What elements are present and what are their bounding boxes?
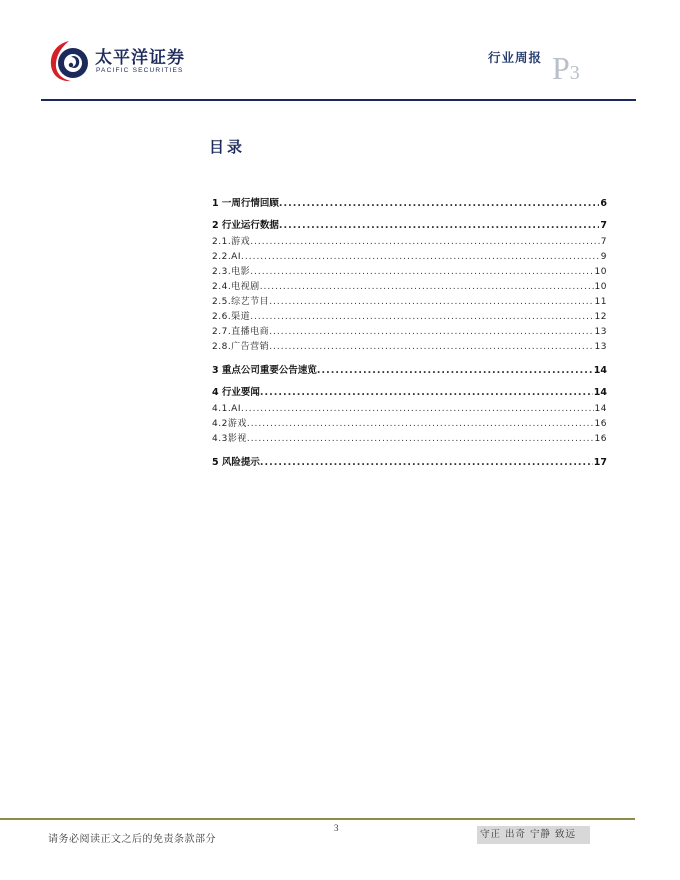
toc-dot-leader [247,432,594,447]
toc-entry-page: 7 [600,220,607,231]
company-name-cn: 太平洋证券 [95,48,185,68]
toc-dot-leader [250,310,593,325]
pacific-securities-logo-icon [47,38,91,84]
toc-dot-leader [260,456,593,469]
toc-entry-page: 14 [594,404,607,414]
table-of-contents [212,197,607,469]
toc-entry-label: 2.1.游戏 [212,237,251,247]
toc-entry-section[interactable] [212,219,607,232]
toc-entry-subsection[interactable] [212,295,607,310]
toc-dot-leader [260,386,593,399]
toc-entry-label: 2.4.电视剧 [212,282,260,292]
header-page-mark [552,50,580,87]
toc-entry-subsection[interactable] [212,417,607,432]
toc-entry-label: 5 风险提示 [212,457,260,468]
toc-entry-page: 17 [593,457,607,468]
toc-entry-label: 2.2.AI [212,252,241,262]
toc-entry-subsection[interactable] [212,325,607,340]
toc-entry-label: 2.3.电影 [212,267,251,277]
toc-entry-page: 16 [594,434,607,444]
toc-entry-page: 7 [600,237,607,247]
toc-entry-page: 10 [594,282,607,292]
toc-entry-label: 4.3影视 [212,434,247,444]
header-divider [41,99,636,101]
toc-entry-subsection[interactable] [212,340,607,355]
footer-page-number: 3 [334,823,339,833]
toc-dot-leader [317,364,593,377]
toc-dot-leader [250,235,600,250]
toc-entry-page: 13 [594,327,607,337]
toc-entry-page: 6 [600,198,607,209]
footer-slogan-box [477,826,590,844]
report-type-label: 行业周报 [488,50,543,65]
toc-dot-leader [279,197,599,210]
toc-title: 目录 [209,138,246,156]
page-header [0,0,680,102]
toc-entry-page: 12 [594,312,607,322]
toc-entry-page: 13 [594,342,607,352]
toc-entry-page: 11 [594,297,607,307]
toc-dot-leader [279,219,599,232]
toc-entry-section[interactable] [212,456,607,469]
toc-dot-leader [269,325,593,340]
toc-entry-label: 2 行业运行数据 [212,220,279,231]
toc-entry-page: 9 [600,252,607,262]
toc-dot-leader [250,265,593,280]
toc-entry-label: 4.2游戏 [212,419,247,429]
footer-divider [0,818,635,820]
toc-entry-subsection[interactable] [212,280,607,295]
toc-entry-label: 1 一周行情回顾 [212,198,279,209]
toc-entry-subsection[interactable] [212,235,607,250]
toc-entry-page: 10 [594,267,607,277]
toc-entry-subsection[interactable] [212,265,607,280]
toc-entry-section[interactable] [212,197,607,210]
toc-entry-label: 2.7.直播电商 [212,327,270,337]
toc-dot-leader [269,295,593,310]
toc-entry-label: 4.1.AI [212,404,241,414]
page-mark-letter: P [552,50,570,86]
toc-entry-section[interactable] [212,364,607,377]
footer-slogan: 守正 出奇 宁静 致远 [480,829,577,840]
toc-dot-leader [269,340,593,355]
page-mark-number: 3 [569,62,580,84]
footer-disclaimer: 请务必阅读正文之后的免责条款部分 [48,834,216,845]
toc-entry-page: 14 [593,387,607,398]
toc-entry-subsection[interactable] [212,310,607,325]
toc-dot-leader [260,280,594,295]
toc-entry-label: 2.8.广告营销 [212,342,270,352]
toc-entry-label: 3 重点公司重要公告速览 [212,365,317,376]
toc-entry-subsection[interactable] [212,432,607,447]
toc-entry-label: 2.5.综艺节目 [212,297,270,307]
company-name-en: PACIFIC SECURITIES [96,67,184,74]
toc-entry-section[interactable] [212,386,607,399]
toc-entry-label: 2.6.渠道 [212,312,251,322]
toc-entry-page: 16 [594,419,607,429]
toc-entry-page: 14 [593,365,607,376]
toc-entry-subsection[interactable] [212,250,607,265]
toc-dot-leader [241,402,594,417]
toc-dot-leader [247,417,594,432]
toc-dot-leader [241,250,600,265]
toc-entry-subsection[interactable] [212,402,607,417]
toc-entry-label: 4 行业要闻 [212,387,260,398]
